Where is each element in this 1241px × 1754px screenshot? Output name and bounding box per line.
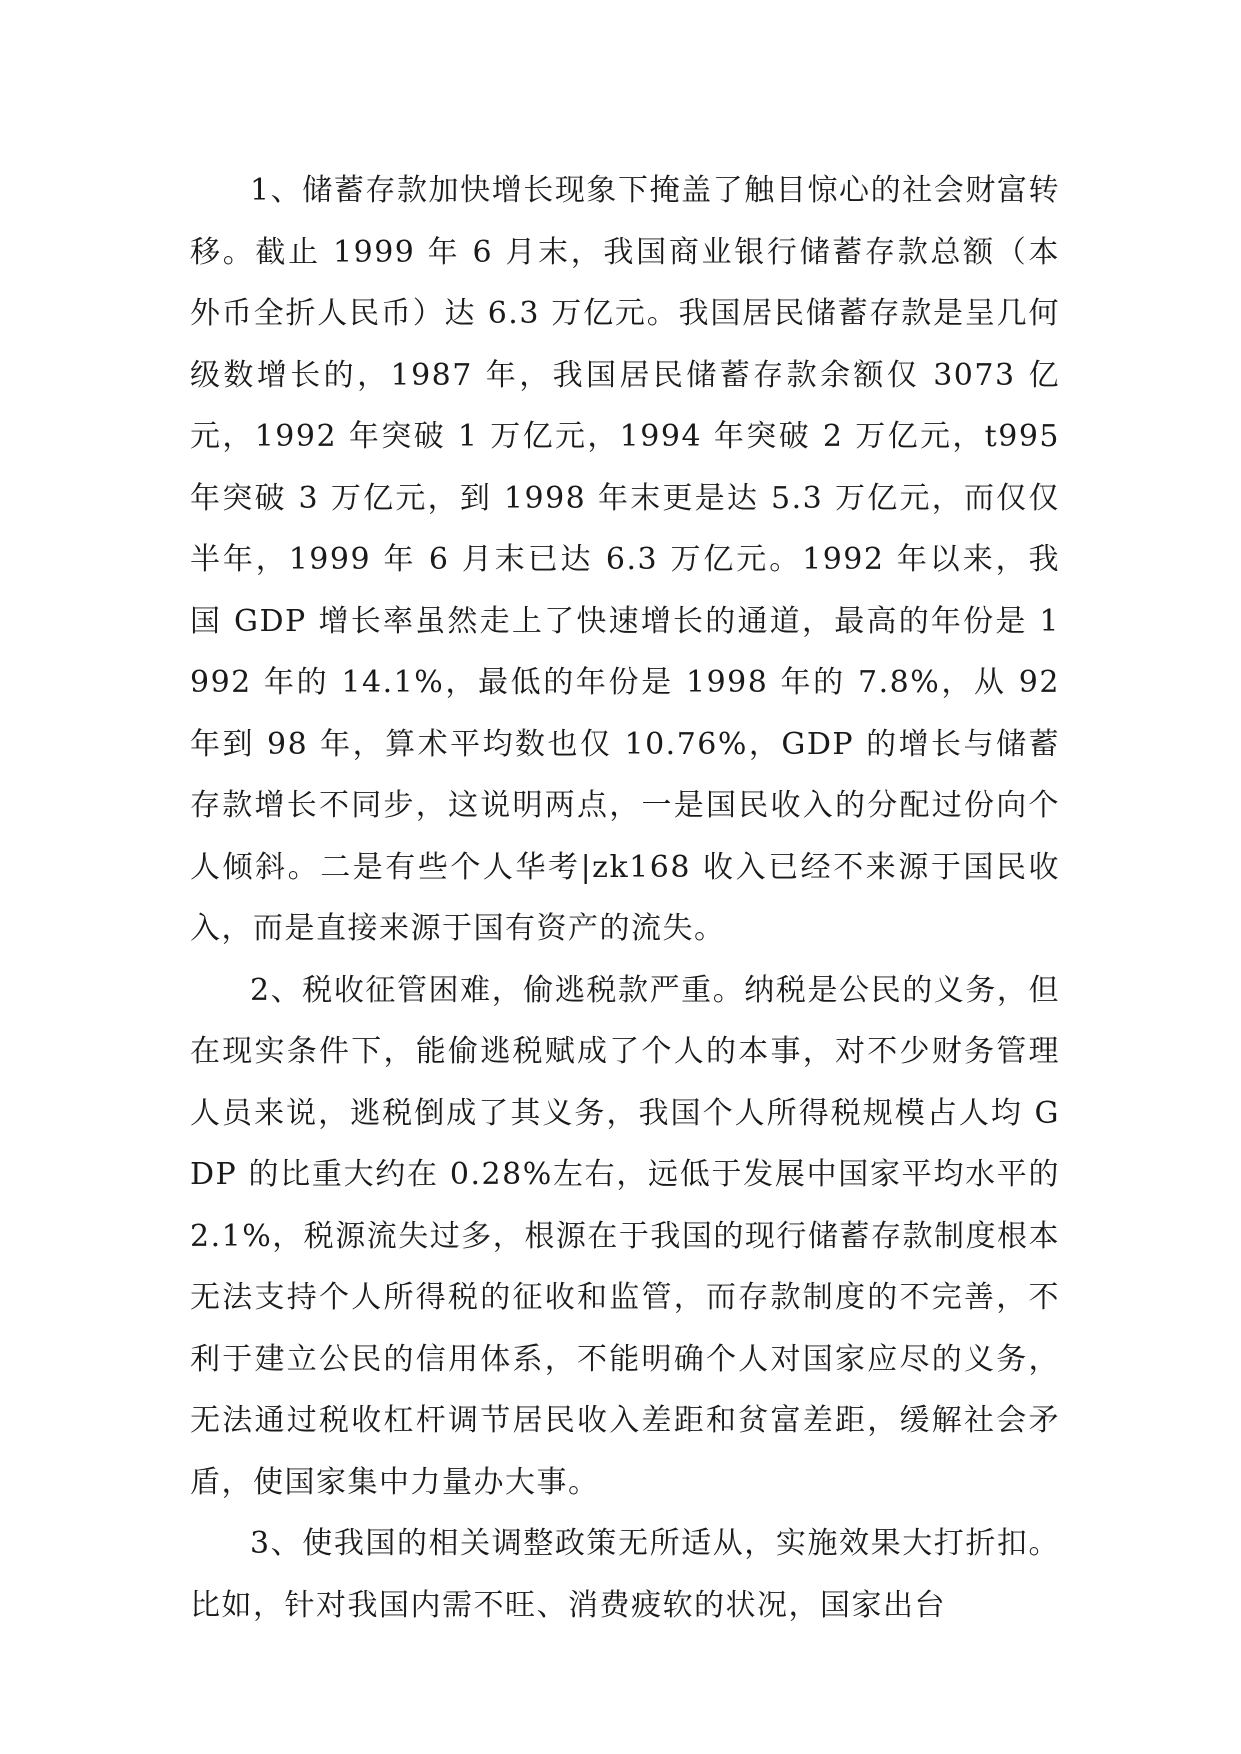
paragraph-3: 3、使我国的相关调整政策无所适从，实施效果大打折扣。比如，针对我国内需不旺、消费疲软的状况，国家出台 <box>190 1526 1060 1623</box>
paragraph-2: 2、税收征管困难，偷逃税款严重。纳税是公民的义务，但在现实条件下，能偷逃税赋成了个人的本事，对不少财务管理人员来说，逃税倒成了其义务，我国个人所得税规模占人均 GDP 的比重大约在 0.28%左右，远低于发展中国家平均水平的 2.1%，税源流失过多，根源在于我国的现行储蓄存款制度根本无法支持个人所得税的征收和监管，而存款制度的不完善，不利于建立公民的信用体系，不能明确个人对国家应尽的义务，无法通过税收杠杆调节居民收入差距和贫富差距，缓解社会矛盾，使国家集中力量办大事。 <box>190 972 1060 1500</box>
paragraph-1: 1、储蓄存款加快增长现象下掩盖了触目惊心的社会财富转移。截止 1999 年 6 月末，我国商业银行储蓄存款总额（本外币全折人民币）达 6.3 万亿元。我国居民储蓄存款是呈几何级数增长的，1987 年，我国居民储蓄存款余额仅 3073 亿元，1992 年突破 1 万亿元，1994 年突破 2 万亿元，t995 年突破 3 万亿元，到 1998 年末更是达 5.3 万亿元，而仅仅半年，1999 年 6 月末已达 6.3 万亿元。1992 年以来，我国 GDP 增长率虽然走上了快速增长的通道，最高的年份是 1992 年的 14.1%，最低的年份是 1998 年的 7.8%，从 92 年到 98 年，算术平均数也仅 10.76%，GDP 的增长与储蓄存款增长不同步，这说明两点，一是国民收入的分配过份向个人倾斜。二是有些个人华考|zk168 收入已经不来源于国民收入，而是直接来源于国有资产的流失。 <box>190 173 1060 946</box>
document-body <box>190 160 1060 1636</box>
